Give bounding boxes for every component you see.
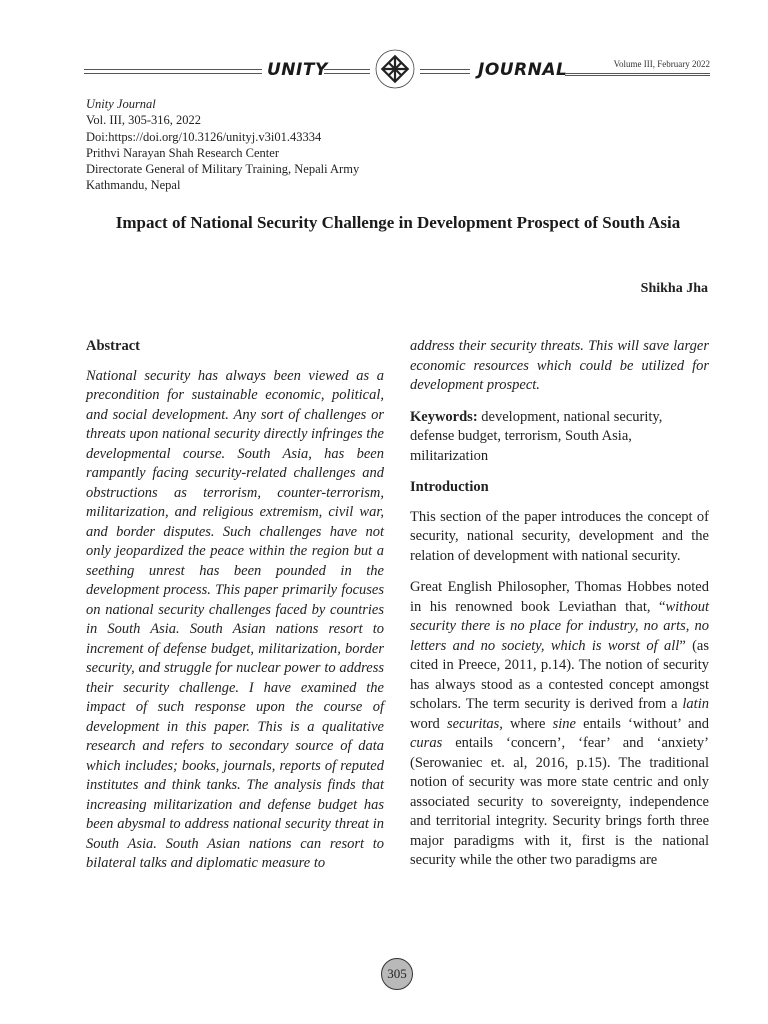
meta-journal-name: Unity Journal: [86, 97, 156, 111]
article-author: Shikha Jha: [640, 281, 708, 296]
introduction-para-2: [410, 578, 709, 871]
introduction-heading: Introduction: [410, 479, 489, 495]
header-volume-info: Volume III, February 2022: [613, 59, 710, 69]
introduction-para-1: This section of the paper introduces the concept of security, national security, development and the relation of development with national security.: [410, 508, 709, 564]
text-run: word: [410, 715, 447, 732]
meta-volume: Vol. III, 305-316, 2022: [86, 113, 202, 128]
header-title-journal: JOURNAL: [478, 60, 568, 80]
left-column: [86, 337, 384, 886]
term-latin: latin: [682, 696, 709, 712]
journal-header: [84, 56, 710, 90]
abstract-text: National security has always been viewed as a precondition for sustainable economic, political, and social development. Any sort of challenges or threats upon national security directly infringes the developmental course. South Asia, has been rampantly facing security-related challenges and obstructions as terrorism, counter-terrorism, militarization, and religious extremism, civil war, and border disputes. Such challenges have not only jeopardized the peace within the region but a seething unrest has been pounded in the development process. This paper primarily focuses on national security challenges faced by countries in South Asia. South Asian nations resort to increment of defense budget, militarization, border security, and struggle for nuclear power to address their security challenge. I have examined the impact of such response upon the course of development in this paper. This is a qualitative research and refers to secondary source of data which includes; books, journals, reports of reputed institutes and think tanks. The analysis finds that increasing militarization and defense budget has been abysmal to address national security threat in South Asia. South Asian nations can resort to bilateral talks and diplomatic measure to: [86, 367, 384, 871]
term-sine: sine: [552, 715, 576, 732]
meta-doi[interactable]: Doi:https://doi.org/10.3126/unityj.v3i01.43334: [86, 129, 322, 144]
term-securitas: securitas,: [446, 715, 503, 732]
text-run: Great English Philosopher, Thomas Hobbes noted in his renowned book Leviathan that, “: [410, 579, 709, 615]
text-run: where: [502, 715, 553, 732]
text-run: ” (as cited in Preece, 2011, p.14). The notion of security has always stood as a contested concept amongst scholars. The term security is derived from a: [410, 637, 709, 712]
keywords: [410, 408, 709, 467]
page-number-badge: 305: [381, 958, 413, 990]
abstract-continuation: address their security threats. This will save larger economic resources which could be utilized for development prospect.: [410, 338, 709, 393]
keywords-label: Keywords:: [410, 408, 478, 425]
article-meta: [86, 96, 359, 194]
header-rule-left: [84, 69, 262, 74]
header-title-unity: UNITY: [267, 60, 328, 80]
text-run: entails ‘without’ and: [575, 715, 709, 732]
right-column: [410, 337, 709, 883]
meta-directorate: Directorate General of Military Training, Nepali Army: [86, 162, 360, 177]
abstract-heading: Abstract: [86, 338, 140, 354]
header-rule-mid-right: [420, 69, 470, 74]
journal-logo-icon: [374, 48, 416, 90]
header-rule-mid-left: [324, 69, 370, 74]
term-curas: curas: [410, 735, 443, 751]
header-rule-right: [565, 73, 710, 76]
article-title: Impact of National Security Challenge in Development Prospect of South Asia: [115, 213, 681, 232]
text-run: entails ‘concern’, ‘fear’ and ‘anxiety’ (Serowaniec et. al, 2016, p.15). The traditional notion of security was more state centric and only associated security to sovereignty, independence and territorial integrity. Security brings forth three major paradigms with it, first is the national security while the other two paradigms are: [410, 735, 709, 868]
meta-center: Prithvi Narayan Shah Research Center: [86, 145, 279, 160]
hobbes-quote: without security there is no place for industry, no arts, no letters and no society, which is worst of all: [410, 598, 709, 654]
meta-location: Kathmandu, Nepal: [86, 178, 181, 193]
keywords-text: development, national security, defense budget, terrorism, South Asia, militarization: [410, 408, 663, 464]
